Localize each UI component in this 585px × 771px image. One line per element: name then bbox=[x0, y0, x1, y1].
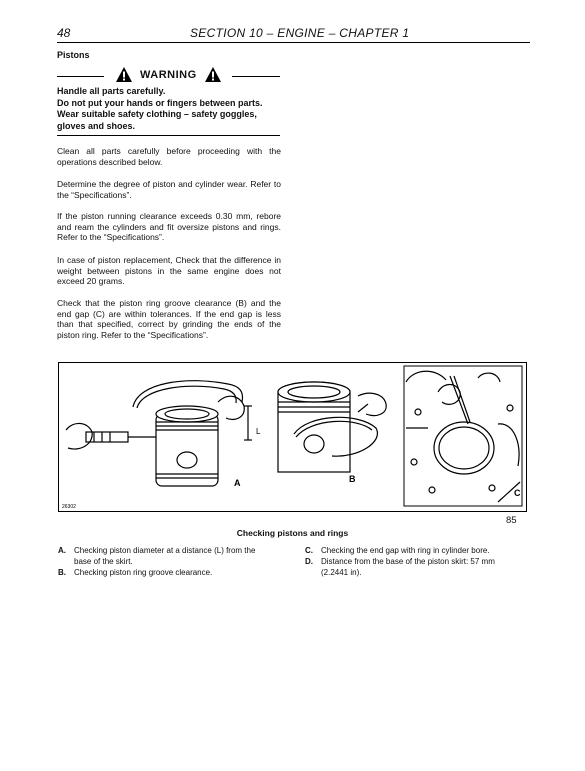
paragraph: Clean all parts carefully before proceeding with the operations described below. bbox=[57, 146, 281, 167]
legend-item-a bbox=[58, 546, 288, 568]
legend-text: base of the skirt. bbox=[74, 556, 133, 566]
warning-title bbox=[112, 66, 225, 86]
legend-text: Distance from the base of the piston skirt: 57 mm bbox=[321, 557, 495, 566]
paragraph: In case of piston replacement, Check that the difference in weight between pistons in the same engine does not exceed 20 grams. bbox=[57, 255, 281, 287]
legend-text: Checking piston diameter at a distance (L) from the bbox=[74, 546, 256, 555]
warning-rule-right bbox=[232, 76, 280, 77]
piston-micrometer-drawing bbox=[66, 381, 252, 486]
warning-line: Handle all parts carefully. bbox=[57, 86, 166, 96]
warning-triangle-icon bbox=[115, 66, 133, 83]
dim-label-l: L bbox=[256, 427, 261, 436]
warning-line: Do not put your hands or fingers between parts. bbox=[57, 97, 263, 108]
legend-key: D. bbox=[305, 557, 313, 566]
legend-key: A. bbox=[58, 546, 66, 555]
page-number: 48 bbox=[57, 26, 71, 40]
legend-item-c bbox=[305, 546, 530, 557]
warning-rule-left bbox=[57, 76, 104, 77]
figure-number: 85 bbox=[506, 515, 517, 526]
panel-label-a: A bbox=[234, 478, 241, 488]
page-header bbox=[57, 26, 530, 43]
warning-box bbox=[57, 66, 280, 138]
paragraph: Determine the degree of piston and cylinder wear. Refer to the “Specifications”. bbox=[57, 179, 281, 200]
warning-triangle-icon bbox=[204, 66, 222, 83]
legend-key: C. bbox=[305, 546, 313, 555]
figure-pistons bbox=[58, 362, 527, 512]
legend-text: (2.2441 in). bbox=[321, 567, 362, 577]
warning-line: Wear suitable safety clothing – safety goggles, bbox=[57, 109, 257, 119]
figure-ref-code: 26302 bbox=[62, 504, 76, 510]
panel-label-c: C bbox=[514, 488, 521, 498]
warning-line: gloves and shoes. bbox=[57, 120, 136, 131]
panel-label-b: B bbox=[349, 474, 356, 484]
section-heading: Pistons bbox=[57, 50, 90, 60]
legend-text: Checking the end gap with ring in cylinder bore. bbox=[321, 546, 490, 555]
legend-key: B. bbox=[58, 568, 66, 577]
ring-groove-drawing bbox=[278, 382, 386, 472]
section-title: SECTION 10 – ENGINE – CHAPTER 1 bbox=[190, 26, 410, 40]
figure-illustration bbox=[58, 362, 527, 512]
legend-item-d bbox=[305, 557, 530, 579]
warning-label: WARNING bbox=[140, 69, 197, 81]
warning-text bbox=[57, 86, 280, 132]
legend-item-b bbox=[58, 568, 288, 579]
warning-rule-bottom bbox=[57, 135, 280, 136]
legend-text: Checking piston ring groove clearance. bbox=[74, 568, 213, 577]
paragraph: Check that the piston ring groove clearance (B) and the end gap (C) are within tolerances. If the end gap is less than that specified, correct by grinding the ends of the piston ring. Refer to the “Specifications”. bbox=[57, 298, 281, 340]
panel-c-frame bbox=[404, 366, 522, 506]
figure-caption: Checking pistons and rings bbox=[236, 528, 349, 538]
paragraph: If the piston running clearance exceeds 0.30 mm, rebore and ream the cylinders and fit oversize pistons and rings. Refer to the “Specifications”. bbox=[57, 211, 281, 243]
